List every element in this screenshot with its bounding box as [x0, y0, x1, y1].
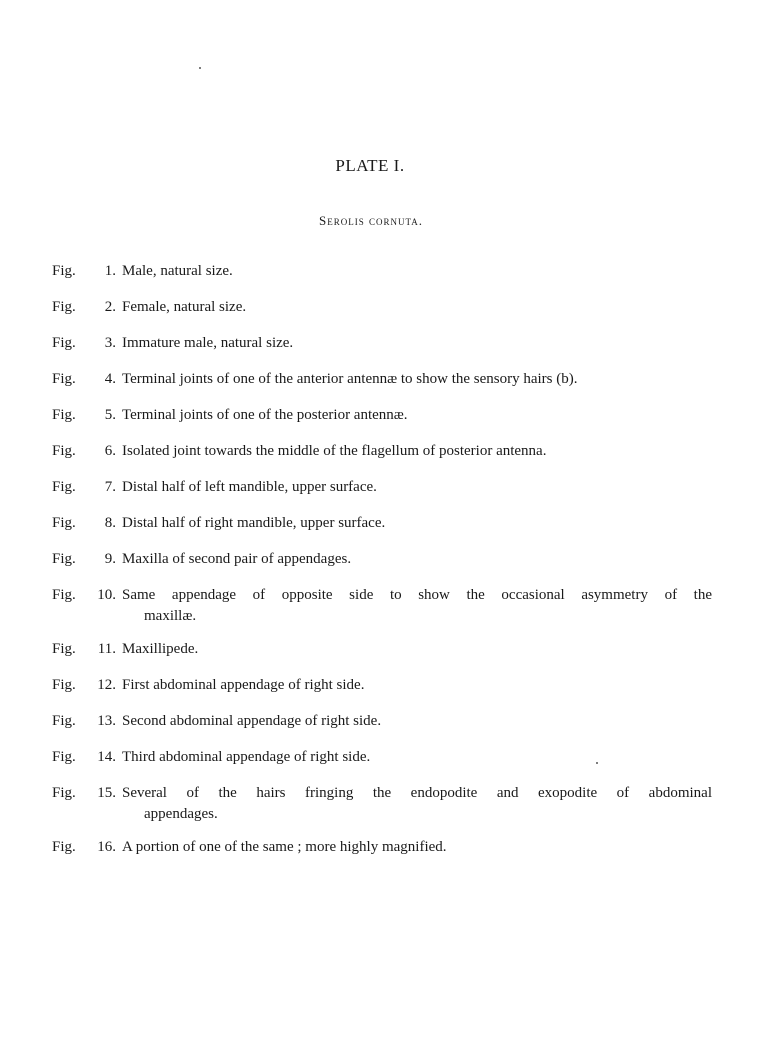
- print-speck: [199, 67, 201, 69]
- species-subtitle: Serolis cornuta.: [318, 213, 423, 228]
- figure-entry: [52, 369, 712, 390]
- figure-number: 12.: [97, 677, 116, 693]
- figure-description: A portion of one of the same ; more highly magnified.: [122, 839, 447, 855]
- figure-number: 4.: [104, 371, 116, 387]
- figure-number: 9.: [104, 551, 116, 567]
- figure-label: Fig.: [52, 299, 76, 315]
- figure-description-continuation: appendages.: [144, 806, 218, 822]
- figure-label: Fig.: [52, 749, 76, 765]
- figure-label: Fig.: [52, 587, 76, 603]
- figure-description: Distal half of left mandible, upper surface.: [122, 479, 377, 495]
- figure-number: 5.: [104, 407, 116, 423]
- figure-number: 13.: [97, 713, 116, 729]
- figure-description: Second abdominal appendage of right side.: [122, 713, 382, 729]
- figure-entry: [52, 513, 712, 534]
- figure-number: 2.: [104, 299, 116, 315]
- figure-number: 14.: [97, 749, 116, 765]
- figure-entry: [52, 783, 712, 825]
- figure-label: Fig.: [52, 335, 76, 351]
- figure-description: Distal half of right mandible, upper surface.: [122, 515, 386, 531]
- figure-entry: [52, 639, 712, 660]
- figure-number: 15.: [97, 785, 116, 801]
- figure-number: 16.: [97, 839, 116, 855]
- figure-description: Terminal joints of one of the anterior antennæ to show the sensory hairs (b).: [122, 371, 578, 387]
- figure-description: Isolated joint towards the middle of the flagellum of posterior antenna.: [122, 443, 547, 459]
- figure-description: [116, 783, 712, 825]
- figure-label: Fig.: [52, 641, 76, 657]
- figure-number: 1.: [104, 263, 116, 279]
- figure-label: Fig.: [52, 407, 76, 423]
- figure-description-continuation: maxillæ.: [144, 608, 197, 624]
- figure-label: Fig.: [52, 713, 76, 729]
- figure-number: 7.: [104, 479, 116, 495]
- figure-label: Fig.: [52, 479, 76, 495]
- figure-number: 10.: [97, 587, 116, 603]
- figure-label: Fig.: [52, 785, 76, 801]
- figure-legend-list: [52, 261, 712, 873]
- figure-number: 3.: [104, 335, 116, 351]
- figure-entry: [52, 333, 712, 354]
- figure-description: First abdominal appendage of right side.: [122, 677, 365, 693]
- figure-entry: [52, 585, 712, 627]
- figure-entry: [52, 675, 712, 696]
- figure-label: Fig.: [52, 515, 76, 531]
- figure-entry: [52, 837, 712, 858]
- figure-label: Fig.: [52, 443, 76, 459]
- figure-description: Male, natural size.: [122, 263, 233, 279]
- figure-description: Third abdominal appendage of right side.: [122, 749, 371, 765]
- figure-label: Fig.: [52, 263, 76, 279]
- plate-title: PLATE I.: [335, 156, 405, 175]
- figure-description: Maxillipede.: [122, 641, 199, 657]
- figure-entry: [52, 297, 712, 318]
- figure-entry: [52, 261, 712, 282]
- figure-description: Immature male, natural size.: [122, 335, 294, 351]
- figure-entry: [52, 405, 712, 426]
- figure-description: Female, natural size.: [122, 299, 247, 315]
- figure-label: Fig.: [52, 551, 76, 567]
- figure-label: Fig.: [52, 839, 76, 855]
- figure-description-line: Several of the hairs fringing the endopodite and exopodite of abdominal: [122, 785, 712, 801]
- figure-entry: [52, 441, 712, 462]
- figure-description: Maxilla of second pair of appendages.: [122, 551, 352, 567]
- figure-entry: [52, 477, 712, 498]
- figure-description-line: Same appendage of opposite side to show the occasional asymmetry of the: [122, 587, 712, 603]
- figure-description: Terminal joints of one of the posterior antennæ.: [122, 407, 408, 423]
- figure-description: [116, 585, 712, 627]
- figure-number: 6.: [104, 443, 116, 459]
- figure-label: Fig.: [52, 677, 76, 693]
- figure-entry: [52, 549, 712, 570]
- figure-number: 11.: [97, 641, 116, 657]
- figure-entry: [52, 747, 712, 768]
- figure-number: 8.: [104, 515, 116, 531]
- figure-label: Fig.: [52, 371, 76, 387]
- figure-entry: [52, 711, 712, 732]
